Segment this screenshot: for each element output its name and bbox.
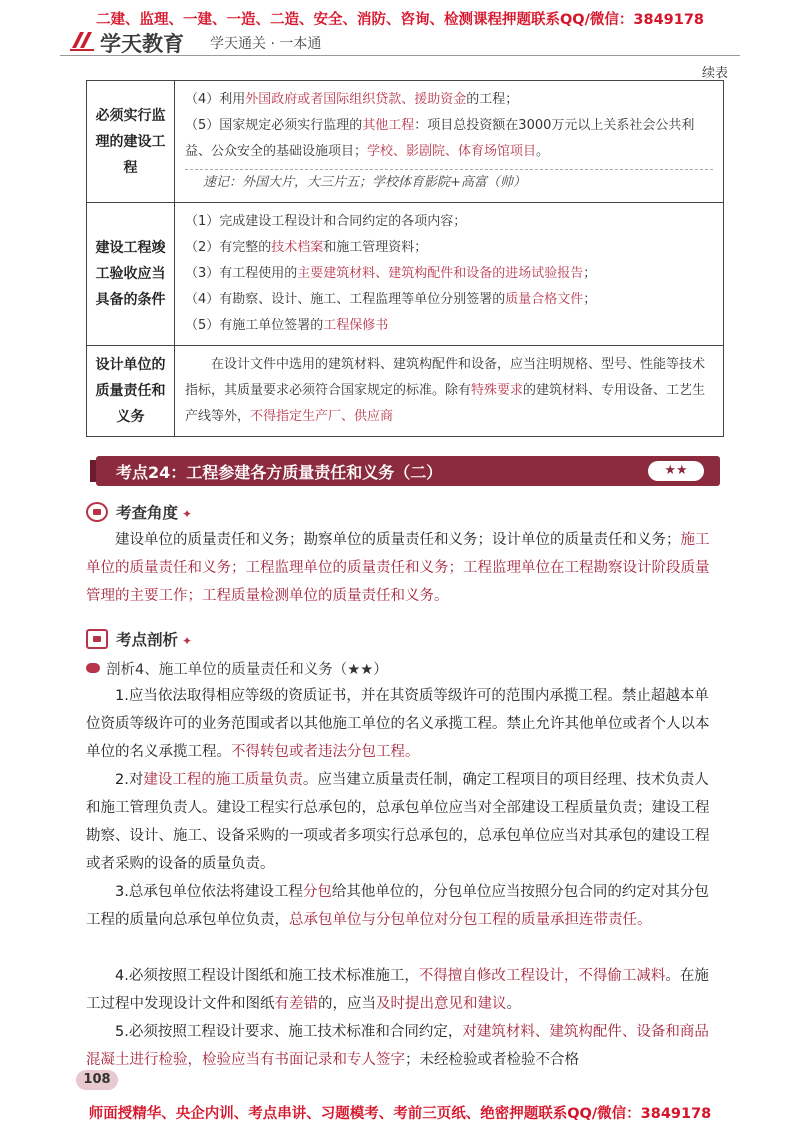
row-label: 建设工程竣工验收应当具备的条件 <box>87 203 175 346</box>
bullet-icon <box>86 663 100 673</box>
brand-logo-icon <box>70 28 96 52</box>
list-item: （5）国家规定必须实行监理的其他工程：项目总投资额在3000万元以上关系社会公共利益、公众安全的基础设施项目；学校、影剧院、体育场馆项目。 <box>185 118 695 159</box>
list-item: （2）有完整的技术档案和施工管理资料； <box>185 240 428 255</box>
paragraph-1: 1.应当依法取得相应等级的资质证书，并在其资质等级许可的范围内承揽工程。禁止超越本单位资质等级许可的业务范围或者以其他施工单位的名义承揽工程。禁止允许其他单位或者个人以本单位的名义承揽工程。不得转包或者违法分包工程。 <box>86 688 710 760</box>
table-row <box>87 203 724 346</box>
bottom-promo-banner: 师面授精华、央企内训、考点串讲、习题模考、考前三页纸、绝密押题联系QQ/微信：3849178 <box>88 1106 712 1122</box>
section-title: 考点24：工程参建各方质量责任和义务（二） <box>116 463 443 482</box>
list-item: （4）有勘察、设计、施工、工程监理等单位分别签署的质量合格文件； <box>185 292 597 307</box>
brand-name: 学天教育 <box>100 32 184 56</box>
sparkle-icon: ✦ <box>182 507 193 521</box>
row-content: 在设计文件中选用的建筑材料、建筑构配件和设备，应当注明规格、型号、性能等技术指标，其质量要求必须符合国家规定的标准。除有特殊要求的建筑材料、专用设备、工艺生产线等外，不得指定生产厂、供应商 <box>175 346 724 437</box>
row-content <box>175 203 724 346</box>
analysis-heading: 考点剖析 ✦ <box>86 628 192 650</box>
difficulty-stars: ★★ <box>648 461 704 481</box>
table-row <box>87 81 724 203</box>
requirements-table <box>86 80 724 437</box>
brand-subtitle: 学天通关 · 一本通 <box>210 36 322 52</box>
paragraph-3: 3.总承包单位依法将建设工程分包给其他单位的，分包单位应当按照分包合同的约定对其分包工程的质量向总承包单位负责，总承包单位与分包单位对分包工程的质量承担连带责任。 <box>86 884 709 928</box>
brand-header <box>60 28 740 56</box>
exam-angle-heading: 考查角度 ✦ <box>86 501 192 523</box>
analysis-subheading: 剖析4、施工单位的质量责任和义务（★★） <box>86 658 388 679</box>
table-row <box>87 346 724 437</box>
section-title-bar <box>96 456 720 486</box>
list-item: （5）有施工单位签署的工程保修书 <box>185 318 389 333</box>
sparkle-icon: ✦ <box>182 634 193 648</box>
exam-angle-icon <box>86 502 108 522</box>
page-number: 108 <box>76 1070 118 1090</box>
row-label: 设计单位的质量责任和义务 <box>87 346 175 437</box>
paragraph-5: 5.必须按照工程设计要求、施工技术标准和合同约定，对建筑材料、建筑构配件、设备和商品混凝土进行检验，检验应当有书面记录和专人签字；未经检验或者检验不合格 <box>86 1024 709 1068</box>
row-label: 必须实行监理的建设工程 <box>87 81 175 203</box>
top-promo-banner: 二建、监理、一建、一造、二造、安全、消防、咨询、检测课程押题联系QQ/微信：3849178 <box>95 12 705 28</box>
paragraph-4: 4.必须按照工程设计图纸和施工技术标准施工，不得擅自修改工程设计，不得偷工减料。在施工过程中发现设计文件和图纸有差错的，应当及时提出意见和建议。 <box>86 968 709 1012</box>
continued-label: 续表 <box>701 66 728 81</box>
list-item: （3）有工程使用的主要建筑材料、建筑构配件和设备的进场试验报告； <box>185 266 597 281</box>
exam-angle-text: 建设单位的质量责任和义务；勘察单位的质量责任和义务；设计单位的质量责任和义务；施工单位的质量责任和义务；工程监理单位的质量责任和义务；工程监理单位在工程勘察设计阶段质量管理的主要工作；工程质量检测单位的质量责任和义务。 <box>86 532 710 604</box>
mnemonic-note: 速记：外国大片，大三片五；学校体育影院+高富（帅） <box>185 169 713 196</box>
analysis-icon <box>86 629 108 649</box>
header-divider <box>60 55 740 56</box>
row-content <box>175 81 724 203</box>
list-item: （1）完成建设工程设计和合同约定的各项内容； <box>185 214 467 229</box>
paragraph-2: 2.对建设工程的施工质量负责。应当建立质量责任制，确定工程项目的项目经理、技术负责人和施工管理负责人。建设工程实行总承包的，总承包单位应当对全部建设工程质量负责；建设工程勘察、设计、施工、设备采购的一项或者多项实行总承包的，总承包单位应当对其承包的建设工程或者采购的设备的质量负责。 <box>86 772 710 872</box>
list-item: （4）利用外国政府或者国际组织贷款、援助资金的工程； <box>185 92 519 107</box>
